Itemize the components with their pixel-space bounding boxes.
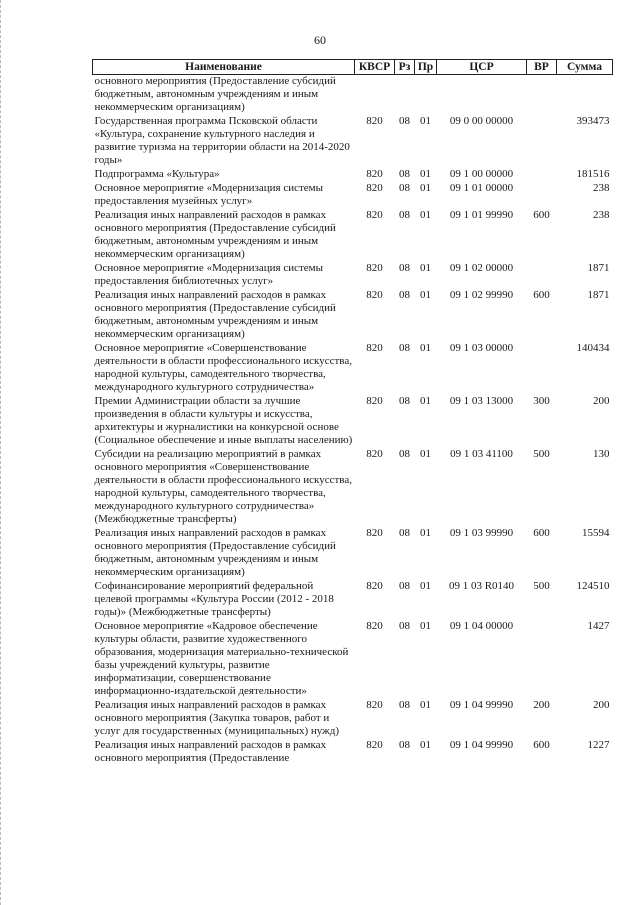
cell-name: Реализация иных направлений расходов в рамках основного мероприятия (Закупка товаров, работ и услуг для государственных (муниципальных) нужд) — [94, 699, 340, 737]
header-vr: ВР — [527, 60, 557, 75]
cell-rz: 08 — [399, 620, 410, 632]
cell-sum: 238 — [593, 209, 610, 221]
cell-sum: 238 — [593, 182, 610, 194]
cell-sum: 1871 — [587, 289, 610, 301]
cell-rz: 08 — [399, 115, 410, 127]
cell-vr — [527, 342, 557, 395]
cell-rz: 08 — [399, 262, 410, 274]
cell-vr — [527, 182, 557, 209]
cell-vr — [527, 262, 557, 289]
cell-kvsr: 820 — [366, 289, 383, 301]
table-row — [93, 395, 613, 448]
cell-sum: 181516 — [576, 168, 610, 180]
cell-pr: 01 — [420, 182, 431, 194]
cell-vr — [527, 115, 557, 168]
cell-rz: 08 — [399, 395, 410, 407]
cell-name: Реализация иных направлений расходов в рамках основного мероприятия (Предоставление субсидий бюджетным, автономным учреждениям и иным некоммерческим организациям) — [94, 209, 336, 260]
cell-name: основного мероприятия (Предоставление субсидий бюджетным, автономным учреждениям и иным некоммерческим организациям) — [94, 75, 336, 113]
cell-name: Основное мероприятие «Модернизация системы предоставления библиотечных услуг» — [94, 262, 324, 287]
cell-sum: 140434 — [576, 342, 610, 354]
cell-csr — [437, 75, 527, 116]
table-body — [93, 75, 613, 767]
cell-vr: 600 — [533, 289, 550, 301]
cell-pr: 01 — [420, 168, 431, 180]
cell-rz: 08 — [399, 739, 410, 751]
cell-pr: 01 — [420, 580, 431, 592]
table-row — [93, 620, 613, 699]
cell-rz: 08 — [399, 168, 410, 180]
cell-csr: 09 0 00 00000 — [449, 115, 514, 127]
cell-name: Основное мероприятие «Совершенствование деятельности в области профессионального искусства, народной культуры, самодеятельного творчества, международного культурного сотрудничества» — [94, 342, 352, 393]
cell-sum: 1871 — [587, 262, 610, 274]
cell-kvsr — [355, 75, 395, 116]
cell-vr: 600 — [533, 209, 550, 221]
cell-vr — [527, 75, 557, 116]
cell-pr: 01 — [420, 262, 431, 274]
cell-csr: 09 1 02 99990 — [449, 289, 514, 301]
table-row — [93, 527, 613, 580]
cell-vr: 200 — [533, 699, 550, 711]
header-pr: Пр — [415, 60, 437, 75]
cell-name: Реализация иных направлений расходов в рамках основного мероприятия (Предоставление — [94, 739, 327, 764]
cell-rz: 08 — [399, 342, 410, 354]
table-row — [93, 699, 613, 739]
cell-pr: 01 — [420, 395, 431, 407]
header-rz: Рз — [395, 60, 415, 75]
cell-kvsr: 820 — [366, 168, 383, 180]
cell-sum: 130 — [593, 448, 610, 460]
cell-csr: 09 1 03 13000 — [449, 395, 514, 407]
table-row — [93, 75, 613, 116]
cell-name: Реализация иных направлений расходов в рамках основного мероприятия (Предоставление субсидий бюджетным, автономным учреждениям и иным некоммерческим организациям) — [94, 527, 336, 578]
cell-kvsr: 820 — [366, 739, 383, 751]
cell-kvsr: 820 — [366, 115, 383, 127]
cell-sum: 200 — [593, 395, 610, 407]
header-kvsr: КВСР — [355, 60, 395, 75]
cell-pr: 01 — [420, 699, 431, 711]
budget-table — [92, 59, 613, 766]
table-row — [93, 115, 613, 168]
cell-vr — [527, 168, 557, 182]
cell-sum: 124510 — [576, 580, 610, 592]
cell-csr: 09 1 00 00000 — [449, 168, 514, 180]
header-csr: ЦСР — [437, 60, 527, 75]
cell-pr: 01 — [420, 620, 431, 632]
header-name: Наименование — [93, 60, 355, 75]
cell-name: Основное мероприятие «Модернизация системы предоставления музейных услуг» — [94, 182, 324, 207]
cell-kvsr: 820 — [366, 395, 383, 407]
cell-kvsr: 820 — [366, 580, 383, 592]
cell-csr: 09 1 03 00000 — [449, 342, 514, 354]
cell-pr — [415, 75, 437, 116]
cell-kvsr: 820 — [366, 342, 383, 354]
cell-name: Подпрограмма «Культура» — [94, 168, 220, 180]
cell-csr: 09 1 03 41100 — [450, 448, 513, 460]
table-row — [93, 209, 613, 262]
table-row — [93, 289, 613, 342]
cell-csr: 09 1 01 99990 — [449, 209, 514, 221]
cell-kvsr: 820 — [366, 527, 383, 539]
cell-name: Софинансирование мероприятий федеральной целевой программы «Культура России (2012 - 2018 годы)» (Межбюджетные трансферты) — [94, 580, 334, 618]
cell-csr: 09 1 01 00000 — [449, 182, 514, 194]
cell-kvsr: 820 — [366, 620, 383, 632]
cell-name: Субсидии на реализацию мероприятий в рамках основного мероприятия «Совершенствование деятельности в области профессионального искусства, народной культуры, самодеятельного творчества, международного культурного сотрудничества» (Межбюджетные трансферты) — [94, 448, 352, 525]
cell-csr: 09 1 03 R0140 — [448, 580, 515, 592]
binding-margin — [0, 0, 9, 905]
cell-rz: 08 — [399, 209, 410, 221]
cell-name: Премии Администрации области за лучшие произведения в области культуры и искусства, архитектуры и журналистики на конкурсной основе (Социальное обеспечение и иные выплаты населению) — [94, 395, 353, 446]
table-row — [93, 342, 613, 395]
cell-rz: 08 — [399, 289, 410, 301]
table-header-row — [93, 60, 613, 75]
cell-rz: 08 — [399, 448, 410, 460]
cell-kvsr: 820 — [366, 699, 383, 711]
cell-pr: 01 — [420, 739, 431, 751]
cell-name: Государственная программа Псковской области «Культура, сохранение культурного наследия и развитие туризма на территории области на 2014-2020 годы» — [94, 115, 350, 166]
table-row — [93, 739, 613, 766]
cell-name: Основное мероприятие «Кадровое обеспечение культуры области, развитие художественного образования, модернизация материально-технической базы учреждений культуры, развитие информатизации, совершенствование информационно-издательской деятельности» — [94, 620, 349, 697]
cell-pr: 01 — [420, 527, 431, 539]
cell-sum — [557, 75, 613, 116]
table-row — [93, 580, 613, 620]
cell-pr: 01 — [420, 342, 431, 354]
cell-csr: 09 1 03 99990 — [449, 527, 514, 539]
cell-vr: 500 — [533, 580, 550, 592]
cell-rz: 08 — [399, 580, 410, 592]
cell-rz: 08 — [399, 182, 410, 194]
cell-sum: 1427 — [587, 620, 610, 632]
cell-pr: 01 — [420, 115, 431, 127]
cell-csr: 09 1 04 00000 — [449, 620, 514, 632]
page-number: 60 — [314, 33, 326, 47]
cell-csr: 09 1 04 99990 — [449, 739, 514, 751]
cell-pr: 01 — [420, 209, 431, 221]
cell-csr: 09 1 02 00000 — [449, 262, 514, 274]
cell-vr: 300 — [533, 395, 550, 407]
cell-kvsr: 820 — [366, 262, 383, 274]
table-row — [93, 448, 613, 527]
cell-vr: 600 — [533, 527, 550, 539]
cell-sum: 393473 — [576, 115, 610, 127]
cell-kvsr: 820 — [366, 209, 383, 221]
cell-sum: 15594 — [582, 527, 610, 539]
cell-vr: 500 — [533, 448, 550, 460]
cell-rz — [395, 75, 415, 116]
cell-kvsr: 820 — [366, 448, 383, 460]
table-row — [93, 182, 613, 209]
cell-rz: 08 — [399, 527, 410, 539]
cell-kvsr: 820 — [366, 182, 383, 194]
cell-vr: 600 — [533, 739, 550, 751]
cell-vr — [527, 620, 557, 699]
cell-name: Реализация иных направлений расходов в рамках основного мероприятия (Предоставление субсидий бюджетным, автономным учреждениям и иным некоммерческим организациям) — [94, 289, 336, 340]
table-row — [93, 168, 613, 182]
header-sum: Сумма — [557, 60, 613, 75]
cell-rz: 08 — [399, 699, 410, 711]
cell-csr: 09 1 04 99990 — [449, 699, 514, 711]
cell-pr: 01 — [420, 448, 431, 460]
cell-pr: 01 — [420, 289, 431, 301]
table-row — [93, 262, 613, 289]
cell-sum: 1227 — [587, 739, 610, 751]
cell-sum: 200 — [593, 699, 610, 711]
